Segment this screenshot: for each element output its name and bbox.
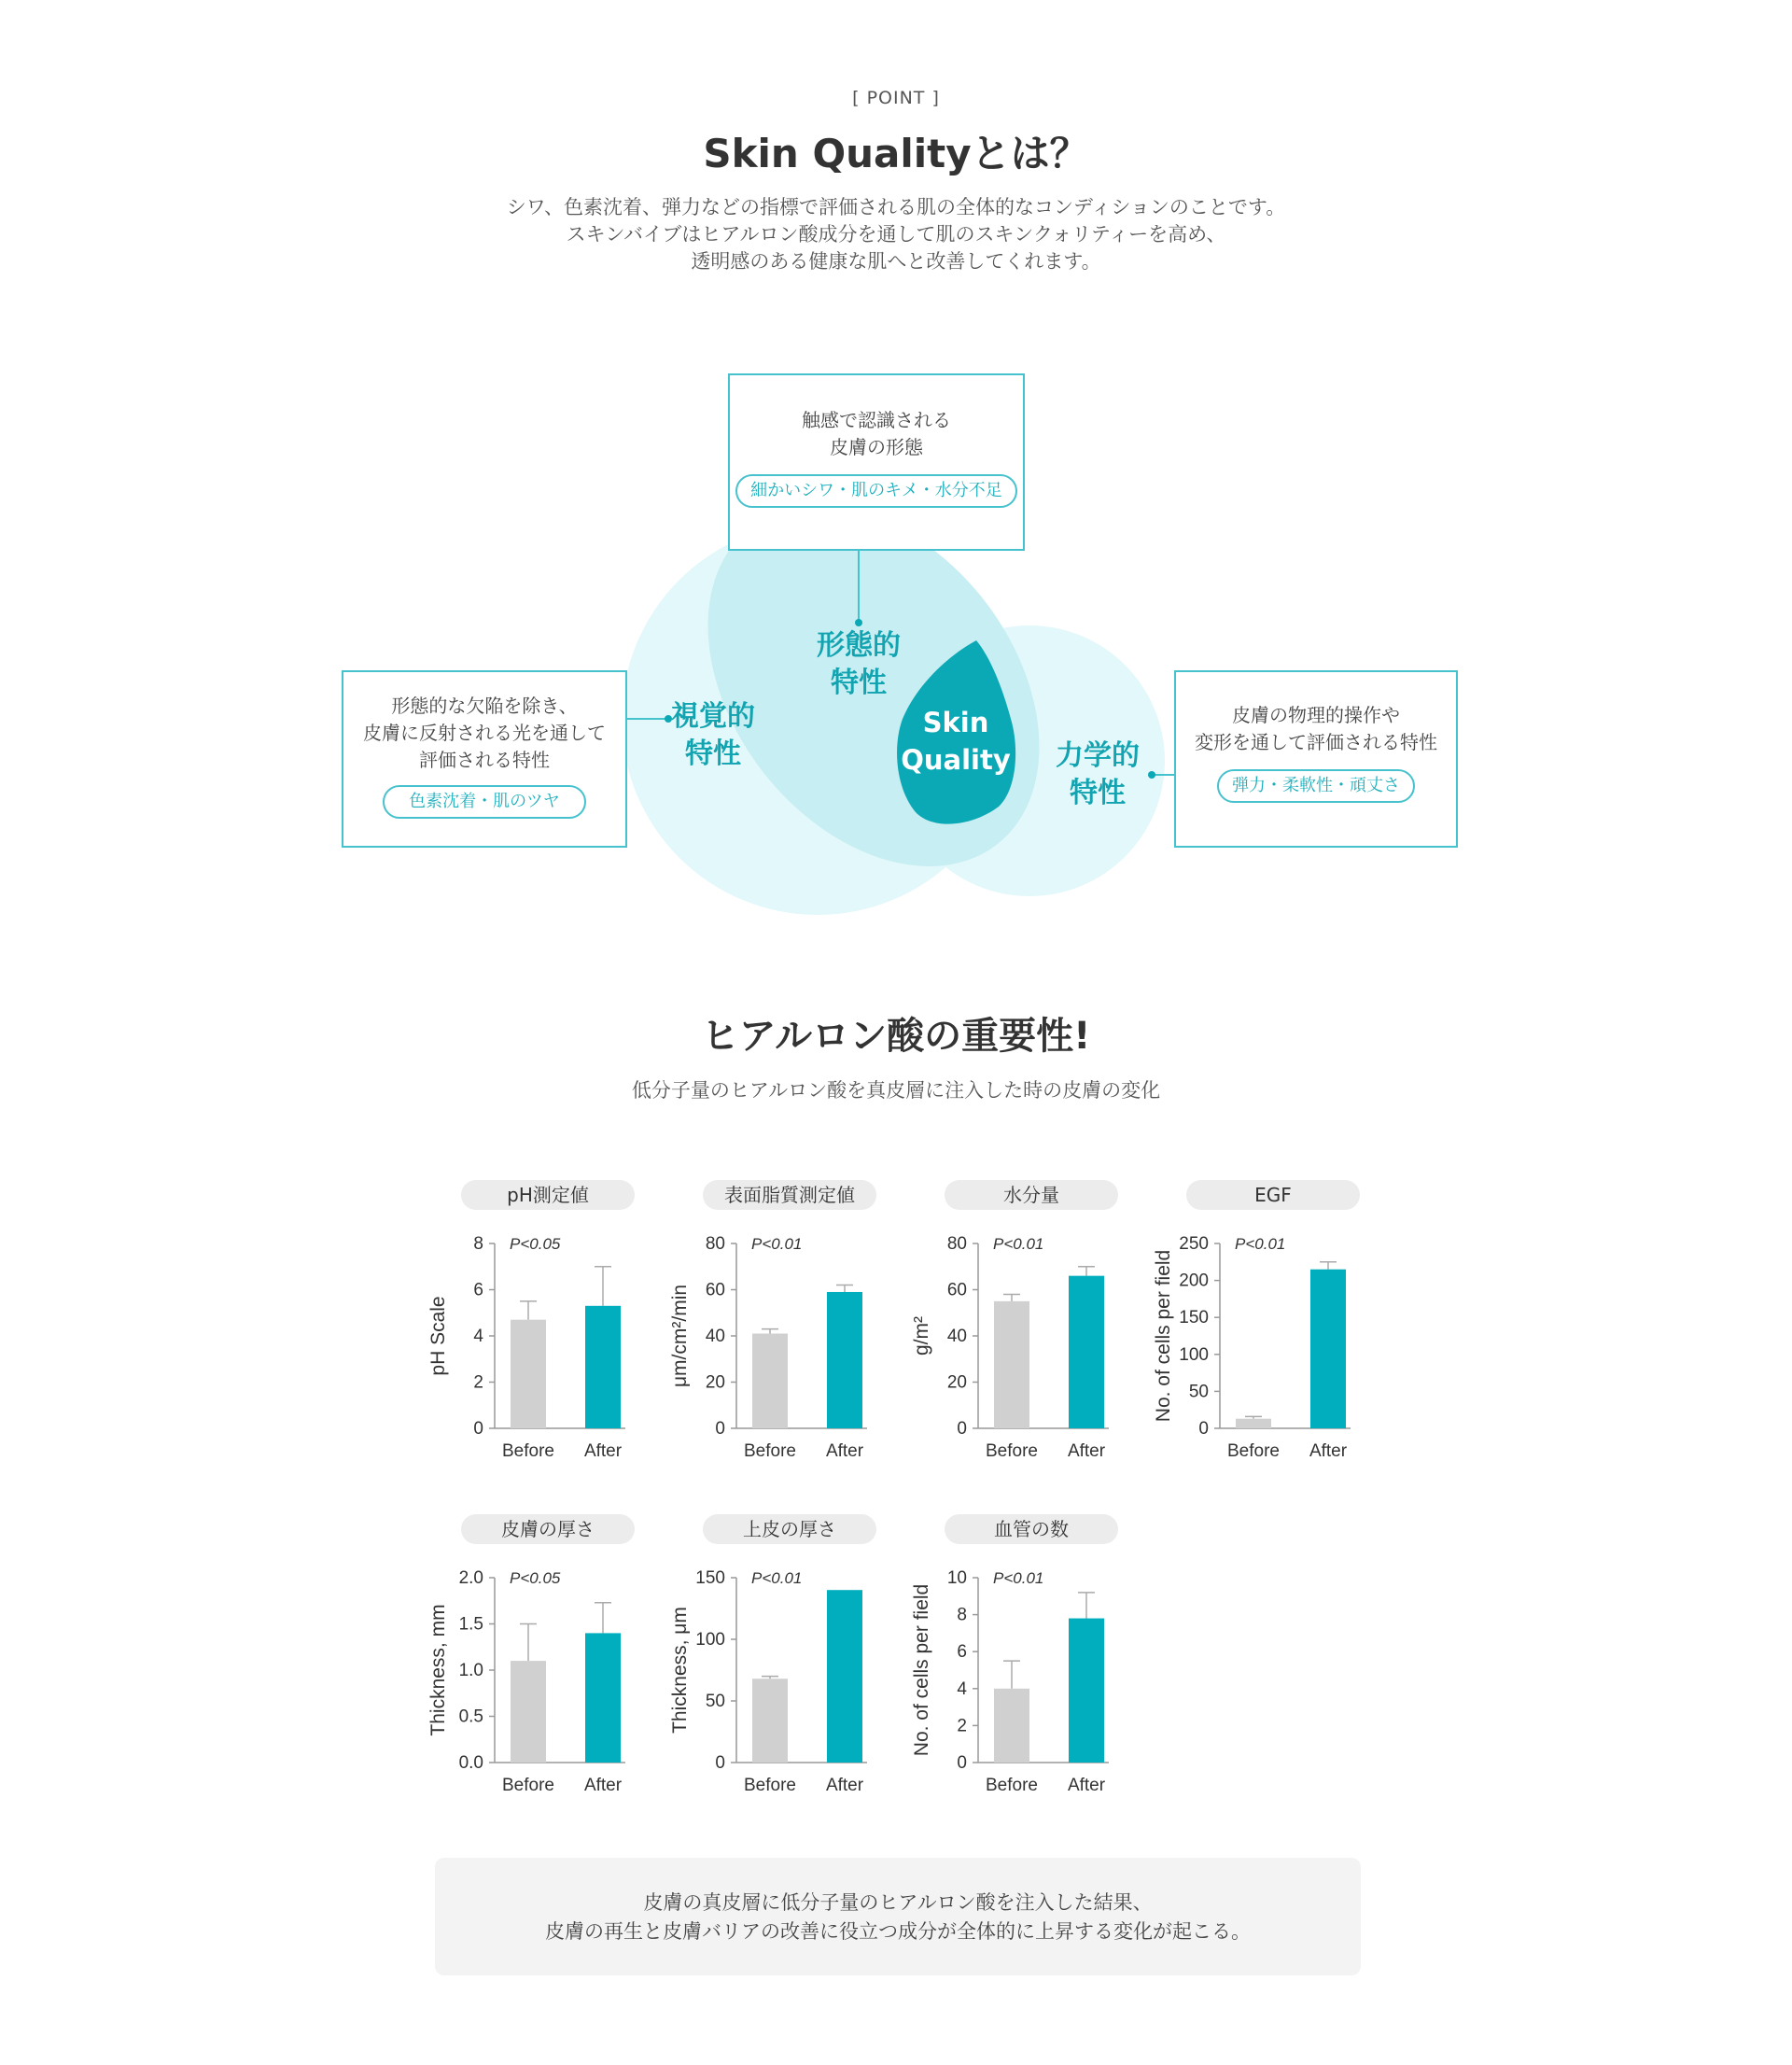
p-value-label: P<0.01 [993, 1235, 1044, 1253]
y-tick-label: 50 [705, 1692, 725, 1711]
section-subtitle: 低分子量のヒアルロン酸を真皮層に注入した時の皮膚の変化 [631, 1079, 1161, 1102]
y-tick-label: 1.0 [458, 1661, 483, 1680]
bar-before [511, 1661, 546, 1763]
right-info-box [1174, 670, 1458, 848]
top-info-box [728, 373, 1025, 551]
left-box-line: 皮膚に反射される光を通して [363, 722, 606, 744]
y-tick-label: 150 [1179, 1308, 1209, 1328]
label-visual-line: 特性 [685, 738, 741, 770]
page-title: Skin Qualityとは？ [703, 131, 1089, 176]
y-tick-label: 150 [695, 1568, 725, 1588]
chart-plot [628, 1180, 871, 1479]
x-tick-label: After [825, 1776, 864, 1795]
bar-chart [386, 1514, 629, 1813]
intro-line: 透明感のある健康な肌へと改善してくれます。 [691, 250, 1101, 273]
summary-line: 皮膚の真皮層に低分子量のヒアルロン酸を注入した結果、 [643, 1891, 1153, 1914]
chart-plot [870, 1180, 1113, 1479]
y-tick-label: 60 [946, 1280, 967, 1300]
label-skin-quality-line: Quality [901, 744, 1011, 776]
section-title: ヒアルロン酸の重要性! [701, 1015, 1091, 1058]
bar-chart [1112, 1180, 1354, 1479]
y-tick-label: 40 [705, 1327, 725, 1346]
x-tick-label: Before [744, 1441, 796, 1461]
y-tick-label: 0 [1198, 1419, 1209, 1439]
bar-chart [628, 1180, 871, 1479]
y-tick-label: 8 [957, 1605, 967, 1625]
y-tick-label: 250 [1179, 1234, 1209, 1254]
chart-title: 表面脂質測定値 [703, 1180, 876, 1210]
y-tick-label: 20 [946, 1372, 967, 1393]
x-tick-label: After [583, 1441, 623, 1461]
p-value-label: P<0.05 [510, 1235, 561, 1253]
y-tick-label: 20 [705, 1372, 725, 1393]
chart-plot [628, 1514, 871, 1813]
x-tick-label: Before [986, 1776, 1038, 1795]
x-tick-label: Before [502, 1776, 554, 1795]
chart-plot [1112, 1180, 1354, 1479]
p-value-label: P<0.05 [510, 1569, 561, 1587]
chart-title: pH測定値 [461, 1180, 635, 1210]
y-tick-label: 60 [705, 1280, 725, 1300]
chart-plot [870, 1514, 1113, 1813]
x-tick-label: Before [502, 1441, 554, 1461]
y-tick-label: 0 [715, 1419, 725, 1439]
x-tick-label: After [1309, 1441, 1348, 1461]
label-mechanical-line: 力学的 [1056, 739, 1140, 772]
x-tick-label: Before [986, 1441, 1038, 1461]
y-axis-label: No. of cells per field [1153, 1249, 1174, 1423]
x-tick-label: After [825, 1441, 864, 1461]
y-tick-label: 0 [473, 1419, 483, 1439]
top-box-text [730, 407, 1023, 461]
y-tick-label: 50 [1188, 1382, 1209, 1402]
p-value-label: P<0.01 [751, 1235, 803, 1253]
right-box-line: 皮膚の物理的操作や [1232, 704, 1400, 726]
y-tick-label: 80 [946, 1234, 967, 1254]
summary-line: 皮膚の再生と皮膚バリアの改善に役立つ成分が全体的に上昇する変化が起こる。 [545, 1920, 1251, 1943]
label-morphology [805, 627, 913, 702]
y-tick-label: 0 [715, 1753, 725, 1773]
y-axis-label: g/m² [911, 1316, 932, 1356]
connector-dot-top [855, 619, 862, 626]
y-axis-label: No. of cells per field [911, 1583, 932, 1757]
chart-title: 水分量 [945, 1180, 1118, 1210]
right-box-pill: 弾力・柔軟性・頑丈さ [1217, 769, 1415, 803]
y-axis-label: μm/cm²/min [669, 1284, 691, 1388]
left-box-line: 形態的な欠陥を除き、 [391, 695, 578, 717]
p-value-label: P<0.01 [751, 1569, 803, 1587]
y-tick-label: 0.0 [458, 1753, 483, 1773]
right-box-line: 変形を通して評価される特性 [1195, 731, 1437, 753]
y-tick-label: 10 [946, 1568, 967, 1588]
y-tick-label: 4 [473, 1327, 483, 1346]
top-box-line: 触感で認識される [802, 409, 951, 431]
x-tick-label: After [1067, 1441, 1106, 1461]
left-box-line: 評価される特性 [419, 749, 550, 771]
y-tick-label: 40 [946, 1327, 967, 1346]
y-tick-label: 6 [473, 1280, 483, 1300]
x-tick-label: Before [744, 1776, 796, 1795]
y-tick-label: 0 [957, 1753, 967, 1773]
y-tick-label: 80 [705, 1234, 725, 1254]
bar-before [752, 1679, 788, 1763]
bar-chart [870, 1180, 1113, 1479]
bar-after [1310, 1270, 1346, 1428]
label-skin-quality [898, 704, 1014, 779]
y-tick-label: 100 [695, 1630, 725, 1650]
intro-line: スキンバイブはヒアルロン酸成分を通して肌のスキンクォリティーを高め、 [566, 223, 1226, 246]
bar-before [1236, 1419, 1271, 1428]
label-visual [659, 698, 767, 773]
chart-title: 皮膚の厚さ [461, 1514, 635, 1544]
x-tick-label: After [583, 1776, 623, 1795]
label-visual-line: 視覚的 [671, 700, 755, 733]
y-tick-label: 1.5 [458, 1614, 483, 1635]
bar-before [511, 1320, 546, 1428]
bar-chart [870, 1514, 1113, 1813]
y-tick-label: 8 [473, 1234, 483, 1254]
left-info-box [342, 670, 627, 848]
chart-title: 血管の数 [945, 1514, 1118, 1544]
chart-plot [386, 1180, 629, 1479]
y-tick-label: 200 [1179, 1271, 1209, 1291]
y-tick-label: 6 [957, 1642, 967, 1663]
bar-chart [386, 1180, 629, 1479]
bar-before [752, 1334, 788, 1428]
top-box-pill: 細かいシワ・肌のキメ・水分不足 [735, 474, 1017, 508]
y-tick-label: 0.5 [458, 1707, 483, 1727]
label-mechanical-line: 特性 [1070, 777, 1126, 809]
x-tick-label: Before [1227, 1441, 1280, 1461]
point-label: [ POINT ] [852, 88, 940, 108]
label-skin-quality-line: Skin [922, 707, 989, 738]
bar-after [585, 1633, 621, 1763]
y-tick-label: 0 [957, 1419, 967, 1439]
chart-plot [386, 1514, 629, 1813]
label-morphology-line: 形態的 [817, 629, 901, 662]
bar-after [827, 1590, 862, 1763]
p-value-label: P<0.01 [1235, 1235, 1286, 1253]
y-tick-label: 2 [473, 1372, 483, 1393]
bar-before [994, 1301, 1029, 1428]
left-box-pill: 色素沈着・肌のツヤ [383, 785, 586, 819]
bar-chart [628, 1514, 871, 1813]
top-box-line: 皮膚の形態 [830, 436, 923, 458]
label-morphology-line: 特性 [831, 667, 887, 699]
bar-after [1069, 1276, 1104, 1428]
right-box-text [1176, 702, 1456, 756]
chart-title: 上皮の厚さ [703, 1514, 876, 1544]
bar-after [1069, 1619, 1104, 1763]
summary-note [435, 1858, 1361, 1975]
bar-after [827, 1292, 862, 1428]
y-axis-label: Thickness, mm [427, 1604, 449, 1736]
y-tick-label: 4 [957, 1679, 967, 1699]
bar-before [994, 1689, 1029, 1763]
intro-line: シワ、色素沈着、弾力などの指標で評価される肌の全体的なコンディションのことです。 [506, 196, 1286, 218]
y-tick-label: 100 [1179, 1344, 1209, 1365]
y-tick-label: 2 [957, 1716, 967, 1736]
bar-after [585, 1306, 621, 1428]
y-axis-label: pH Scale [427, 1296, 449, 1376]
y-tick-label: 2.0 [458, 1568, 483, 1588]
chart-title: EGF [1186, 1180, 1360, 1210]
y-axis-label: Thickness, μm [669, 1607, 691, 1734]
label-mechanical [1043, 738, 1152, 812]
x-tick-label: After [1067, 1776, 1106, 1795]
p-value-label: P<0.01 [993, 1569, 1044, 1587]
left-box-text [343, 693, 625, 774]
